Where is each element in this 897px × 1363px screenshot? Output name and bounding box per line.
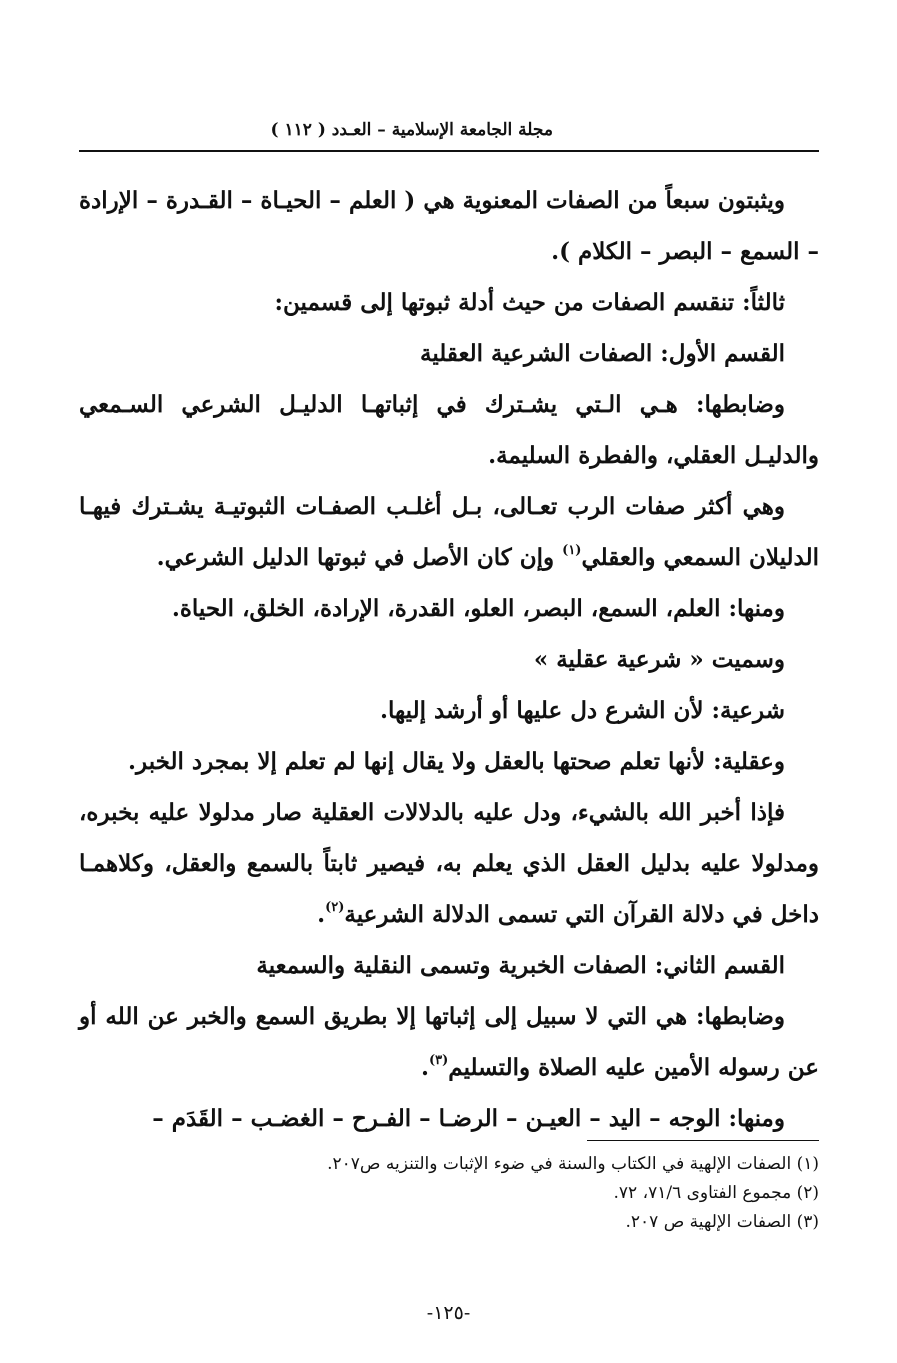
footnotes — [79, 1150, 819, 1237]
paragraph-5-text-end: وإن كان الأصل في ثبوتها الدليل الشرعي. — [156, 544, 563, 571]
footnote-ref-2: (٢) — [325, 900, 345, 915]
paragraph-7: وسميت « شرعية عقلية » — [533, 646, 785, 673]
footnote-1: (١) الصفات الإلهية في الكتاب والسنة في ضوء الإثبات والتنزيه ص٢٠٧. — [327, 1154, 819, 1174]
paragraph-10-text-end: . — [317, 901, 326, 928]
paragraph-10-text: فإذا أخبر الله بالشيء، ودل عليه بالدلالات العقلية صار مدلولا عليه بخبره، ومدلولا عليه بدليل العقل الذي يعلم به، فيصير ثابتاً بالسمع والعقل، وكلاهمـا داخل في دلالة القرآن التي تسمى الدلالة الشرعية — [79, 799, 819, 928]
paragraph-12 — [79, 991, 819, 1093]
footnote-2: (٢) مجموع الفتاوى ٧١/٦، ٧٢. — [613, 1183, 819, 1203]
paragraph-5 — [79, 481, 819, 583]
paragraph-6: ومنها: العلم، السمع، البصر، العلو، القدرة، الإرادة، الخلق، الحياة. — [171, 595, 785, 622]
paragraph-2: ثالثاً: تنقسم الصفات من حيث أدلة ثبوتها إلى قسمين: — [274, 289, 785, 316]
paragraph-12-text-end: . — [420, 1054, 429, 1081]
page-number: -١٢٥- — [426, 1302, 471, 1324]
paragraph-10 — [79, 787, 819, 940]
running-head: مجلة الجامعة الإسلامية – العـدد ( ١١٢ ) — [270, 120, 553, 140]
footnote-ref-3: (٣) — [429, 1053, 449, 1068]
paragraph-8: شرعية: لأن الشرع دل عليها أو أرشد إليها. — [380, 697, 785, 724]
footnote-3: (٣) الصفات الإلهية ص ٢٠٧. — [625, 1212, 819, 1232]
section-heading-1: القسم الأول: الصفات الشرعية العقلية — [420, 340, 785, 367]
paragraph-4: وضابطها: هـي الـتي يشـترك في إثباتهـا الدليـل الشرعي السـمعي والدليـل العقلي، والفطرة السليمة. — [79, 391, 819, 469]
paragraph-5-text: وهي أكثر صفات الرب تعـالى، بـل أغلـب الصفـات الثبوتيـة يشـترك فيهـا الدليلان السمعي والعقلي — [79, 493, 819, 571]
footnote-ref-1: (١) — [562, 543, 582, 558]
paragraph-9: وعقلية: لأنها تعلم صحتها بالعقل ولا يقال إنها لم تعلم إلا بمجرد الخبر. — [128, 748, 785, 775]
paragraph-1: ويثبتون سبعاً من الصفات المعنوية هي ( العلم – الحيـاة – القـدرة – الإرادة – السمع – البصر – الكلام ). — [79, 187, 819, 265]
main-text — [79, 175, 819, 1144]
paragraph-13: ومنها: الوجه – اليد – العيـن – الرضـا – الفـرح – الغضـب – القَدَم – — [152, 1105, 785, 1132]
section-heading-2: القسم الثاني: الصفات الخبرية وتسمى النقلية والسمعية — [256, 952, 785, 979]
footnote-divider — [587, 1140, 819, 1141]
paragraph-12-text: وضابطها: هي التي لا سبيل إلى إثباتها إلا بطريق السمع والخبر عن الله أو عن رسوله الأمين عليه الصلاة والتسليم — [79, 1003, 819, 1081]
page-header — [79, 114, 819, 152]
